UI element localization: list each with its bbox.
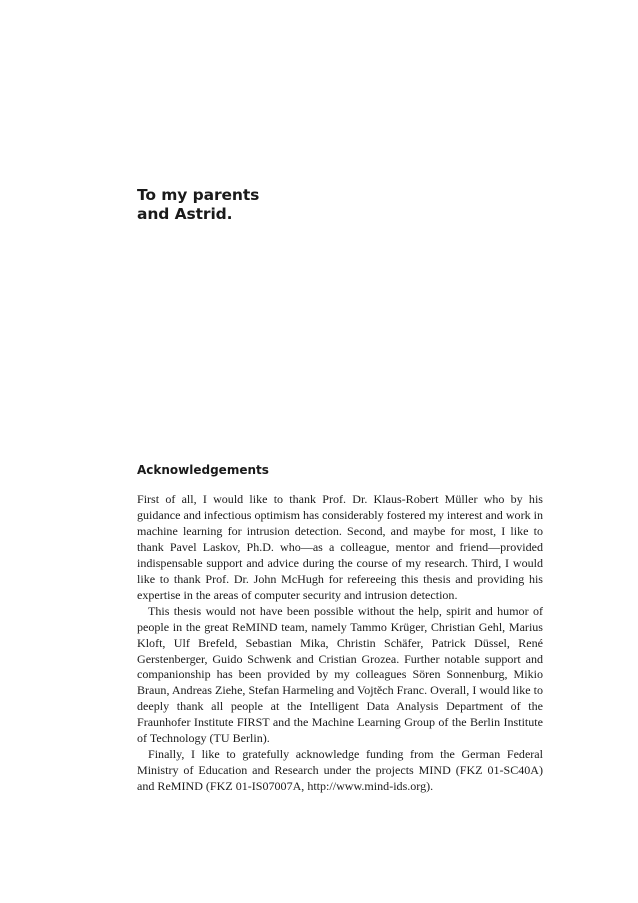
- acknowledgements-paragraph-3: Finally, I like to gratefully acknowledge funding from the German Federal Ministry of Education and Research under the projects MIND (FKZ 01-SC40A) and ReMIND (FKZ 01-IS07007A, http://www.mind-ids.org).: [137, 747, 543, 794]
- acknowledgements-heading: Acknowledgements: [137, 463, 269, 477]
- acknowledgements-paragraph-2: This thesis would not have been possible without the help, spirit and humor of people in the great ReMIND team, namely Tammo Krüger, Christian Gehl, Marius Kloft, Ulf Brefeld, Sebastian Mika, Christin Schäfer, Patrick Düssel, René Gerstenberger, Guido Schwenk and Cristian Grozea. Further notable support and companionship has been provided by my colleagues Sören Sonnenburg, Mikio Braun, Andreas Ziehe, Stefan Harmeling and Vojtěch Franc. Overall, I would like to deeply thank all people at the Intelligent Data Analysis Department of the Fraunhofer Institute FIRST and the Machine Learning Group of the Berlin Institute of Technology (TU Berlin).: [137, 603, 543, 746]
- acknowledgements-paragraph-1: First of all, I would like to thank Prof. Dr. Klaus-Robert Müller who by his guidance and infectious optimism has considerably fostered my interest and work in machine learning for intrusion detection. Second, and maybe for most, I like to thank Pavel Laskov, Ph.D. who—as a colleague, mentor and friend—provided indispensable support and advice during the course of my research. Third, I would like to thank Prof. Dr. John McHugh for refereeing this thesis and providing his expertise in the areas of computer security and intrusion detection.: [137, 492, 543, 602]
- acknowledgements-section: [137, 462, 543, 795]
- dedication-line-1: To my parents: [137, 186, 260, 204]
- dedication-line-2: and Astrid.: [137, 205, 233, 223]
- dedication: [137, 186, 437, 224]
